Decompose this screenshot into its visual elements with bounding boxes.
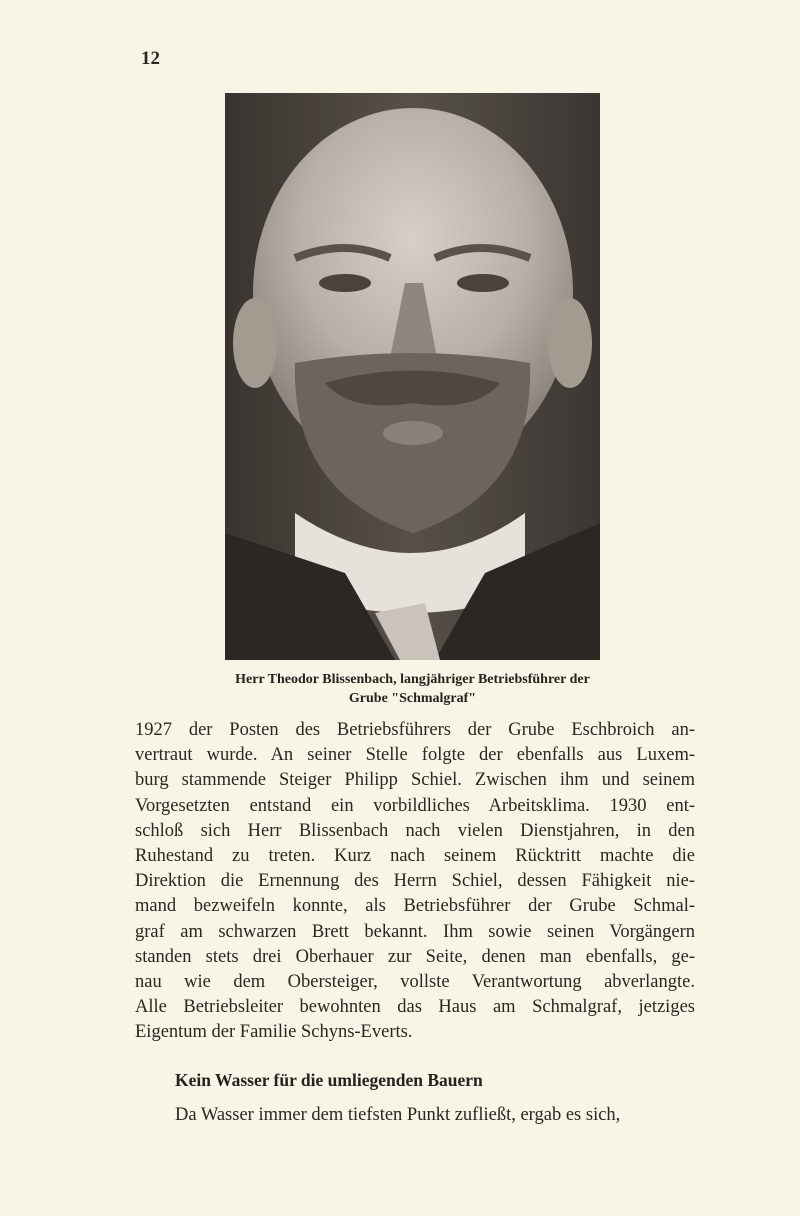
section-paragraph: Da Wasser immer dem tiefsten Punkt zufließt, ergab es sich,	[175, 1105, 621, 1125]
text-line: nau wie dem Obersteiger, vollste Verantwortung abverlangte.	[135, 972, 695, 993]
text-line: schloß sich Herr Blissenbach nach vielen Dienstjahren, in den	[135, 820, 695, 841]
body-paragraph	[135, 718, 695, 1046]
text-line: Eigentum der Familie Schyns-Everts.	[135, 1022, 413, 1043]
text-line: standen stets drei Oberhauer zur Seite, denen man ebenfalls, ge-	[135, 946, 695, 967]
text-line: 1927 der Posten des Betriebsführers der Grube Eschbroich an-	[135, 720, 695, 740]
text-line: burg stammende Steiger Philipp Schiel. Zwischen ihm und seinem	[135, 770, 695, 791]
caption-line-1: Herr Theodor Blissenbach, langjähriger Betriebsführer der	[235, 672, 590, 687]
text-line: Alle Betriebsleiter bewohnten das Haus am Schmalgraf, jetziges	[135, 997, 695, 1018]
text-line: mand bezweifeln konnte, als Betriebsführer der Grube Schmal-	[135, 896, 695, 917]
page-number: 12	[141, 48, 160, 69]
text-line: Direktion die Ernennung des Herrn Schiel, dessen Fähigkeit nie-	[135, 871, 695, 892]
text-line: Vorgesetzten entstand ein vorbildliches Arbeitsklima. 1930 ent-	[135, 795, 695, 816]
portrait-photo	[225, 93, 600, 660]
section-heading: Kein Wasser für die umliegenden Bauern	[175, 1070, 483, 1090]
text-line: graf am schwarzen Brett bekannt. Ihm sowie seinen Vorgängern	[135, 921, 695, 942]
text-line: vertraut wurde. An seiner Stelle folgte der ebenfalls aus Luxem-	[135, 745, 695, 766]
portrait-image-icon	[225, 93, 600, 660]
caption-line-2: Grube "Schmalgraf"	[348, 691, 477, 706]
photo-caption	[150, 670, 675, 708]
text-line: Ruhestand zu treten. Kurz nach seinem Rücktritt machte die	[135, 846, 695, 867]
